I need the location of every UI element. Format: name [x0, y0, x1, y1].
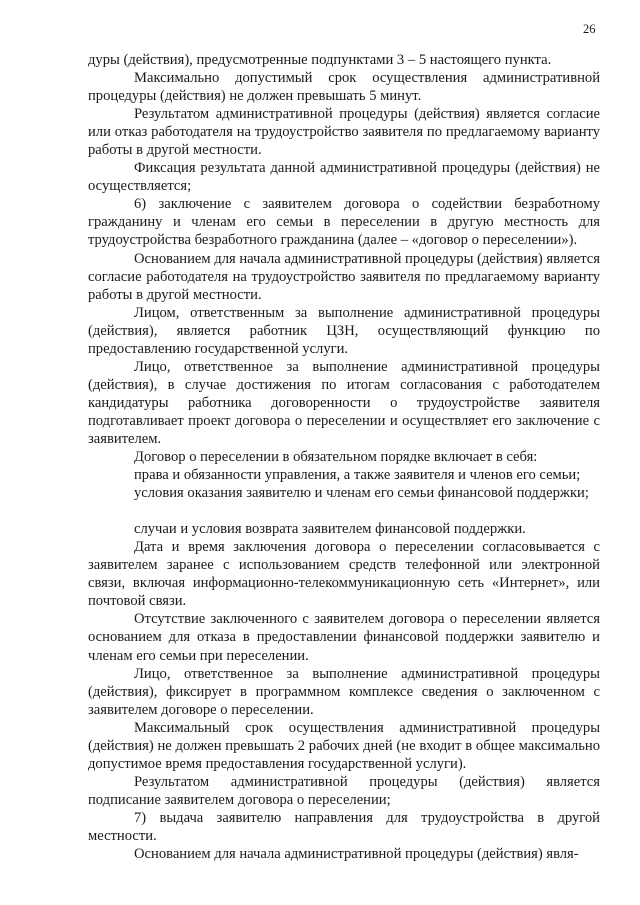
page-number: 26 [583, 22, 596, 36]
paragraph-rights: права и обязанности управления, а также заявителя и членов его семьи; [134, 467, 581, 484]
paragraph-conditions: условия оказания заявителю и членам его семьи финансовой поддержки; [134, 485, 589, 502]
paragraph-fixation: Фиксация результата данной административной процедуры (действия) не осуществляется; [88, 160, 600, 195]
paragraph-item-6: 6) заключение с заявителем договора о содействии безработному гражданину и членам его семьи в переселении в другую местность для трудоустройства безработного гражданина (далее – «договор о переселении»). [88, 196, 600, 249]
paragraph-responsible-prepares: Лицо, ответственное за выполнение административной процедуры (действия), в случае достижения по итогам согласования с работодателем кандидатуры работника договоренности о трудоустройстве заявителя подготавливает проект договора о переселении и осуществляет его заключение с заявителем. [88, 358, 600, 447]
paragraph-continuation: дуры (действия), предусмотренные подпунктами 3 – 5 настоящего пункта. [88, 52, 552, 68]
paragraph-date-time: Дата и время заключения договора о переселении согласовывается с заявителем заранее с использованием средств телефонной или электронной связи, включая информационно-телекоммуникационную сеть «Интернет», или почтовой связи. [88, 539, 600, 610]
paragraph-basis: Основанием для начала административной процедуры (действия) является согласие работодателя на трудоустройство заявителя по предлагаемому варианту работы в другой местности. [88, 250, 600, 303]
paragraph-records: Лицо, ответственное за выполнение административной процедуры (действия), фиксирует в программном комплексе сведения о заключенном с заявителем договоре о переселении. [88, 665, 600, 718]
paragraph-return-cases: случаи и условия возврата заявителем финансовой поддержки. [134, 521, 526, 538]
paragraph-contract-includes: Договор о переселении в обязательном порядке включает в себя: [134, 449, 538, 466]
paragraph-result: Результатом административной процедуры (действия) является согласие или отказ работодателя на трудоустройство заявителя по предлагаемому варианту работы в другой местности. [88, 106, 600, 159]
paragraph-absence: Отсутствие заключенного с заявителем договора о переселении является основанием для отказа в предоставлении финансовой поддержки заявителю и членам его семьи при переселении. [88, 611, 600, 664]
paragraph-max-time: Максимально допустимый срок осуществления административной процедуры (действия) не должен превышать 5 минут. [88, 70, 600, 105]
paragraph-max-term: Максимальный срок осуществления административной процедуры (действия) не должен превышать 2 рабочих дней (не входит в общее максимально допустимое время предоставления государственной услуги). [88, 719, 600, 772]
paragraph-item-7: 7) выдача заявителю направления для трудоустройства в другой местности. [88, 809, 600, 844]
paragraph-responsible: Лицом, ответственным за выполнение административной процедуры (действия), является работник ЦЗН, осуществляющий функцию по предоставлению государственной услуги. [88, 304, 600, 357]
document-body [88, 51, 600, 863]
paragraph-result-signing: Результатом административной процедуры (действия) является подписание заявителем договора о переселении; [88, 773, 600, 808]
paragraph-basis-start: Основанием для начала административной процедуры (действия) явля- [134, 846, 579, 863]
